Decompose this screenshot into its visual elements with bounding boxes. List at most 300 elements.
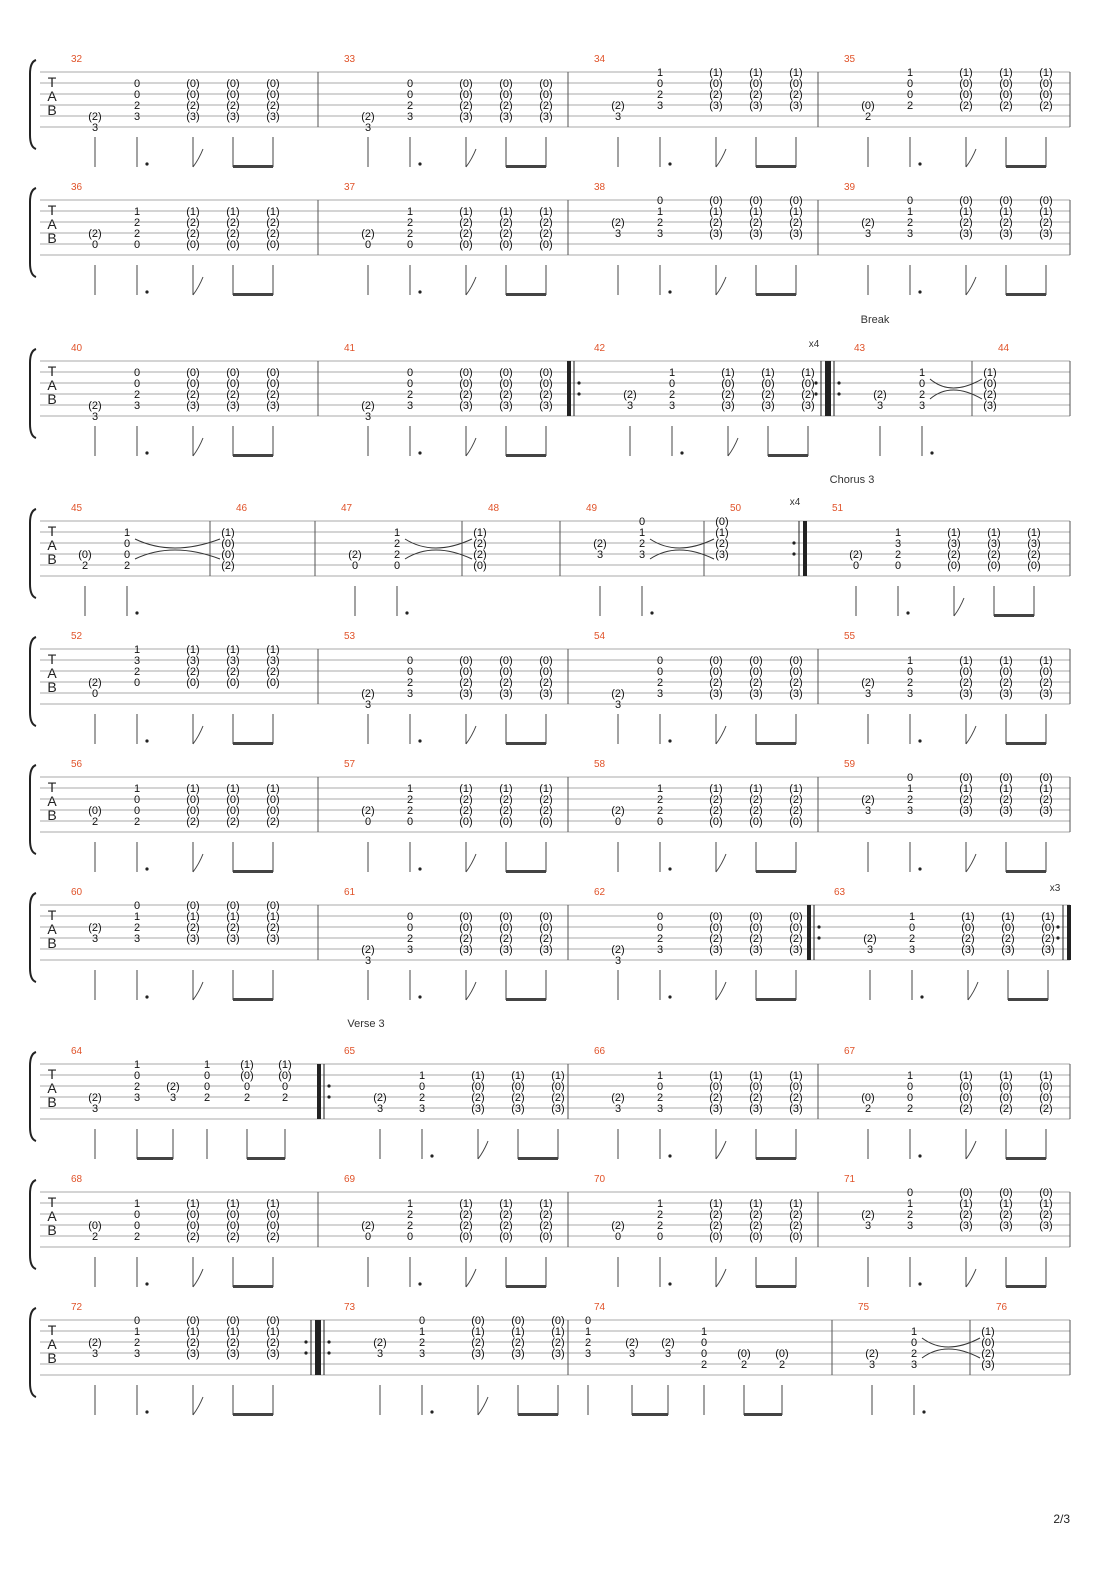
chord-fret-number: 0 [133, 367, 141, 379]
chord-fret-number: 2 [406, 389, 414, 401]
chord-fret-number: 0 [656, 655, 664, 667]
tied-fret-number: (2) [499, 100, 513, 112]
tied-fret-number: (2) [186, 228, 200, 240]
page-number: 2/3 [1053, 1512, 1070, 1526]
bass-fret-number: (2) [373, 1092, 387, 1104]
chord-fret-number: 2 [906, 217, 914, 229]
bass-fret-number: (2) [611, 688, 625, 700]
tied-fret-number: (0) [459, 911, 473, 923]
chord-fret-number: 2 [908, 933, 916, 945]
eighth-beam [233, 1413, 273, 1416]
system-bracket [30, 1052, 36, 1141]
dotted-note-dot [145, 867, 148, 870]
eighth-flag [466, 1269, 476, 1287]
tied-fret-number: (2) [959, 100, 973, 112]
tied-fret-number: (2) [226, 228, 240, 240]
tied-fret-number: (2) [266, 228, 280, 240]
tied-fret-number: (1) [959, 67, 973, 79]
tied-fret-number: (0) [709, 922, 723, 934]
tied-fret-number: (2) [709, 1220, 723, 1232]
eighth-flag [478, 1397, 488, 1415]
tied-fret-number: (1) [1041, 911, 1055, 923]
chord-fret-number: 2 [133, 1337, 141, 1349]
eighth-flag [466, 726, 476, 744]
chord-fret-number: 2 [133, 666, 141, 678]
chord-fret-number: 2 [656, 217, 664, 229]
bass-fret-number: 2 [91, 1231, 99, 1243]
tied-fret-number: (3) [226, 400, 240, 412]
tied-fret-number: (2) [1041, 933, 1055, 945]
tied-fret-number: (3) [999, 228, 1013, 240]
eighth-beam [233, 998, 273, 1001]
tied-fret-number: (0) [459, 367, 473, 379]
chord-fret-number: 2 [133, 217, 141, 229]
dotted-note-dot [668, 1282, 671, 1285]
tied-fret-number: (2) [709, 805, 723, 817]
tied-fret-number: (3) [511, 1348, 525, 1360]
tied-fret-number: (0) [709, 78, 723, 90]
dotted-note-dot [418, 867, 421, 870]
eighth-beam [756, 998, 796, 1001]
tied-fret-number: (0) [499, 367, 513, 379]
dotted-note-dot [918, 162, 921, 165]
repeat-start-bar [567, 361, 571, 416]
measure-number: 55 [844, 631, 856, 642]
dotted-note-dot [145, 451, 148, 454]
tied-fret-number: (3) [709, 100, 723, 112]
tied-fret-number: (2) [266, 100, 280, 112]
eighth-flag [193, 1397, 203, 1415]
chord-fret-number: 2 [656, 1092, 664, 1104]
tied-fret-number: (1) [226, 783, 240, 795]
tied-fret-number: (3) [761, 400, 775, 412]
chord-fret-number: 3 [638, 549, 646, 561]
tied-fret-number: (0) [266, 239, 280, 251]
measure-number: 72 [71, 1302, 83, 1313]
tab-letter: A [47, 1208, 57, 1224]
chord-fret-number: 0 [918, 378, 926, 390]
chord-fret-number: 1 [584, 1326, 592, 1338]
eighth-beam [233, 870, 273, 873]
tied-fret-number: (1) [186, 1198, 200, 1210]
tied-fret-number: (0) [186, 805, 200, 817]
chord-fret-number: 0 [906, 89, 914, 101]
eighth-beam [1006, 293, 1046, 296]
tied-fret-number: (2) [539, 933, 553, 945]
tied-fret-number: (2) [226, 389, 240, 401]
tab-letter: B [47, 391, 57, 407]
tied-fret-number: (2) [186, 1231, 200, 1243]
eighth-beam [506, 293, 546, 296]
tied-fret-number: (3) [539, 400, 553, 412]
bass-fret-number: (2) [88, 228, 102, 240]
tied-fret-number: (0) [499, 666, 513, 678]
chord-fret-number: 1 [906, 206, 914, 218]
tied-fret-number: (2) [459, 794, 473, 806]
tied-fret-number: (1) [749, 67, 763, 79]
tied-fret-number: (1) [226, 1326, 240, 1338]
tied-fret-number: (2) [789, 217, 803, 229]
chord-fret-number: 1 [910, 1326, 918, 1338]
bass-fret-number: (2) [88, 1092, 102, 1104]
eighth-flag [478, 1141, 488, 1159]
tab-letter: B [47, 1094, 57, 1110]
bass-fret-number: 3 [864, 688, 872, 700]
bass-fret-number: 0 [364, 816, 372, 828]
eighth-flag [193, 726, 203, 744]
tied-fret-number: (0) [511, 1315, 525, 1327]
bass-fret-number: 2 [778, 1359, 786, 1371]
tied-fret-number: (2) [226, 666, 240, 678]
tied-fret-number: (3) [539, 111, 553, 123]
tied-fret-number: (0) [709, 1231, 723, 1243]
tied-fret-number: (2) [459, 677, 473, 689]
chord-fret-number: 2 [133, 389, 141, 401]
chord-fret-number: 0 [906, 195, 914, 207]
dotted-note-dot [145, 290, 148, 293]
tied-fret-number: (0) [749, 655, 763, 667]
chord-fret-number: 2 [406, 805, 414, 817]
chord-fret-number: 2 [700, 1359, 708, 1371]
chord-fret-number: 0 [133, 378, 141, 390]
bass-fret-number: 3 [614, 228, 622, 240]
tied-fret-number: (2) [1039, 217, 1053, 229]
tied-fret-number: (3) [715, 549, 729, 561]
chord-fret-number: 3 [656, 228, 664, 240]
tied-fret-number: (1) [226, 206, 240, 218]
tied-fret-number: (2) [266, 922, 280, 934]
chord-fret-number: 1 [393, 527, 401, 539]
chord-fret-number: 0 [123, 538, 131, 550]
bass-fret-number: 3 [664, 1348, 672, 1360]
repeat-dot [327, 1351, 330, 1354]
chord-fret-number: 0 [656, 911, 664, 923]
dotted-note-dot [145, 995, 148, 998]
tied-fret-number: (1) [789, 1198, 803, 1210]
measure-number: 62 [594, 887, 606, 898]
bass-fret-number: 0 [91, 239, 99, 251]
tied-fret-number: (1) [539, 1198, 553, 1210]
bass-fret-number: 3 [91, 411, 99, 423]
tied-fret-number: (0) [999, 195, 1013, 207]
measure-number: 70 [594, 1174, 606, 1185]
tied-fret-number: (1) [709, 206, 723, 218]
system-bracket [30, 1180, 36, 1269]
tied-fret-number: (2) [999, 1103, 1013, 1115]
tied-fret-number: (1) [999, 783, 1013, 795]
measure-number: 54 [594, 631, 606, 642]
tied-fret-number: (2) [221, 560, 235, 572]
tied-fret-number: (0) [959, 772, 973, 784]
measure-number: 64 [71, 1046, 83, 1057]
section-label-chorus: Chorus 3 [829, 474, 875, 486]
chord-fret-number: 2 [638, 538, 646, 550]
chord-fret-number: 3 [906, 1220, 914, 1232]
chord-fret-number: 0 [393, 560, 401, 572]
tied-fret-number: (1) [1039, 783, 1053, 795]
tied-fret-number: (0) [221, 538, 235, 550]
chord-fret-number: 2 [418, 1337, 426, 1349]
dotted-note-dot [650, 611, 653, 614]
tied-fret-number: (3) [499, 111, 513, 123]
tied-fret-number: (0) [186, 1209, 200, 1221]
tied-fret-number: (3) [226, 933, 240, 945]
tied-fret-number: (3) [226, 655, 240, 667]
bass-fret-number: (2) [88, 677, 102, 689]
tied-fret-number: (3) [981, 1359, 995, 1371]
chord-fret-number: 2 [906, 1103, 914, 1115]
tied-fret-number: (2) [539, 228, 553, 240]
chord-fret-number: 1 [133, 1059, 141, 1071]
chord-fret-number: 2 [656, 677, 664, 689]
bass-fret-number: 3 [864, 228, 872, 240]
eighth-beam [506, 998, 546, 1001]
chord-fret-number: 2 [584, 1337, 592, 1349]
tied-fret-number: (3) [987, 538, 1001, 550]
tied-fret-number: (3) [186, 655, 200, 667]
chord-fret-number: 0 [406, 922, 414, 934]
tied-fret-number: (3) [959, 228, 973, 240]
repeat-dot [327, 1095, 330, 1098]
bass-fret-number: (2) [611, 100, 625, 112]
tab-letter: T [47, 1066, 57, 1082]
bass-fret-number: (2) [361, 228, 375, 240]
tied-fret-number: (2) [186, 1337, 200, 1349]
chord-fret-number: 3 [133, 111, 141, 123]
tied-fret-number: (1) [471, 1070, 485, 1082]
tied-fret-number: (1) [1039, 67, 1053, 79]
tied-fret-number: (3) [983, 400, 997, 412]
tied-fret-number: (2) [721, 389, 735, 401]
tied-fret-number: (3) [186, 111, 200, 123]
tied-fret-number: (1) [947, 527, 961, 539]
repeat-dot [304, 1351, 307, 1354]
bass-fret-number: 0 [364, 1231, 372, 1243]
chord-fret-number: 1 [638, 527, 646, 539]
tied-fret-number: (0) [226, 1209, 240, 1221]
tied-fret-number: (0) [721, 378, 735, 390]
tied-fret-number: (2) [186, 100, 200, 112]
tied-fret-number: (2) [186, 922, 200, 934]
tied-fret-number: (2) [709, 933, 723, 945]
bass-fret-number: (2) [373, 1337, 387, 1349]
tied-fret-number: (3) [721, 400, 735, 412]
tied-fret-number: (2) [1001, 933, 1015, 945]
tied-fret-number: (1) [801, 367, 815, 379]
tied-fret-number: (0) [459, 922, 473, 934]
chord-fret-number: 0 [406, 78, 414, 90]
chord-fret-number: 0 [656, 666, 664, 678]
chord-fret-number: 0 [133, 805, 141, 817]
bass-fret-number: 3 [376, 1348, 384, 1360]
tied-fret-number: (0) [539, 666, 553, 678]
tied-fret-number: (1) [186, 206, 200, 218]
eighth-beam [506, 165, 546, 168]
tied-fret-number: (2) [1039, 1103, 1053, 1115]
measure-number: 36 [71, 182, 83, 193]
chord-fret-number: 2 [406, 228, 414, 240]
chord-fret-number: 0 [906, 78, 914, 90]
tied-fret-number: (0) [499, 816, 513, 828]
tab-letter: A [47, 1336, 57, 1352]
chord-fret-number: 3 [584, 1348, 592, 1360]
tied-fret-number: (3) [801, 400, 815, 412]
measure-number: 38 [594, 182, 606, 193]
eighth-beam [518, 1157, 558, 1160]
chord-fret-number: 1 [906, 67, 914, 79]
bass-fret-number: 2 [81, 560, 89, 572]
dotted-note-dot [906, 611, 909, 614]
eighth-flag [466, 854, 476, 872]
tied-fret-number: (2) [499, 389, 513, 401]
chord-fret-number: 1 [906, 1198, 914, 1210]
tied-fret-number: (1) [1001, 911, 1015, 923]
tied-fret-number: (3) [186, 933, 200, 945]
tied-fret-number: (0) [983, 378, 997, 390]
tied-fret-number: (2) [789, 933, 803, 945]
tied-fret-number: (1) [749, 783, 763, 795]
eighth-beam [756, 165, 796, 168]
tied-fret-number: (3) [266, 933, 280, 945]
chord-fret-number: 1 [700, 1326, 708, 1338]
measure-number: 46 [236, 503, 248, 514]
eighth-beam [744, 1413, 782, 1416]
tied-fret-number: (0) [266, 367, 280, 379]
bass-fret-number: 2 [91, 816, 99, 828]
tied-fret-number: (1) [709, 1198, 723, 1210]
tied-fret-number: (2) [947, 549, 961, 561]
tied-fret-number: (2) [749, 933, 763, 945]
chord-fret-number: 1 [656, 67, 664, 79]
tab-letter: B [47, 1222, 57, 1238]
tied-fret-number: (0) [499, 89, 513, 101]
chord-fret-number: 1 [133, 911, 141, 923]
tied-fret-number: (0) [226, 89, 240, 101]
chord-fret-number: 0 [656, 1081, 664, 1093]
tied-fret-number: 2 [281, 1092, 289, 1104]
bass-fret-number: 2 [864, 1103, 872, 1115]
repeat-dot [577, 392, 580, 395]
tab-letter: A [47, 921, 57, 937]
chord-fret-number: 3 [406, 688, 414, 700]
bass-fret-number: 0 [614, 1231, 622, 1243]
tied-fret-number: (0) [1001, 922, 1015, 934]
tied-fret-number: (3) [459, 111, 473, 123]
bass-fret-number: 3 [876, 400, 884, 412]
eighth-flag [716, 982, 726, 1000]
tied-fret-number: (0) [499, 1231, 513, 1243]
tied-fret-number: (1) [749, 206, 763, 218]
tied-fret-number: (0) [278, 1070, 292, 1082]
tied-fret-number: (1) [266, 783, 280, 795]
bass-fret-number: (2) [611, 1092, 625, 1104]
bass-fret-number: (2) [861, 794, 875, 806]
repeat-dot [1056, 925, 1059, 928]
bass-fret-number: (2) [625, 1337, 639, 1349]
repeat-count: x4 [789, 497, 801, 508]
bass-fret-number: 3 [91, 122, 99, 134]
tied-fret-number: (2) [789, 805, 803, 817]
eighth-beam [756, 1285, 796, 1288]
eighth-flag [193, 854, 203, 872]
chord-fret-number: 1 [133, 783, 141, 795]
bass-fret-number: (2) [861, 677, 875, 689]
bass-fret-number: (0) [775, 1348, 789, 1360]
tied-fret-number: (1) [789, 783, 803, 795]
tied-fret-number: (1) [709, 67, 723, 79]
tied-fret-number: (0) [226, 900, 240, 912]
bass-fret-number: (2) [88, 111, 102, 123]
tied-fret-number: (3) [499, 688, 513, 700]
bass-fret-number: 3 [91, 1103, 99, 1115]
tied-fret-number: (2) [987, 549, 1001, 561]
tied-fret-number: (3) [749, 944, 763, 956]
tied-fret-number: (2) [226, 816, 240, 828]
chord-fret-number: 2 [406, 933, 414, 945]
tied-fret-number: (2) [1039, 677, 1053, 689]
chord-fret-number: 2 [894, 549, 902, 561]
tied-fret-number: (0) [186, 239, 200, 251]
tied-fret-number: (0) [186, 677, 200, 689]
tied-fret-number: (2) [499, 677, 513, 689]
bass-fret-number: 3 [364, 699, 372, 711]
tied-fret-number: (1) [471, 1326, 485, 1338]
chord-fret-number: 0 [123, 549, 131, 561]
chord-fret-number: 2 [123, 560, 131, 572]
tied-fret-number: (2) [789, 89, 803, 101]
tied-fret-number: (3) [1001, 944, 1015, 956]
tied-fret-number: (0) [999, 1081, 1013, 1093]
dotted-note-dot [418, 739, 421, 742]
tied-fret-number: (0) [999, 1187, 1013, 1199]
repeat-dot [327, 1340, 330, 1343]
tied-fret-number: (2) [999, 677, 1013, 689]
tied-fret-number: (2) [999, 217, 1013, 229]
tied-fret-number: (0) [266, 78, 280, 90]
eighth-flag [716, 149, 726, 167]
tied-fret-number: (0) [186, 78, 200, 90]
tied-fret-number: (1) [459, 1198, 473, 1210]
dotted-note-dot [918, 739, 921, 742]
tied-fret-number: (2) [459, 933, 473, 945]
measure-number: 37 [344, 182, 356, 193]
tied-fret-number: (2) [186, 217, 200, 229]
bass-fret-number: (2) [611, 805, 625, 817]
eighth-beam [994, 614, 1034, 617]
chord-fret-number: 2 [656, 805, 664, 817]
tied-fret-number: (2) [186, 816, 200, 828]
eighth-beam [506, 870, 546, 873]
measure-number: 58 [594, 759, 606, 770]
chord-fret-number: 2 [656, 89, 664, 101]
tied-fret-number: (0) [959, 666, 973, 678]
tied-fret-number: (1) [983, 367, 997, 379]
tied-fret-number: (0) [709, 911, 723, 923]
tied-fret-number: (2) [749, 677, 763, 689]
repeat-dot [792, 552, 795, 555]
eighth-beam [1008, 998, 1048, 1001]
measure-number: 63 [834, 887, 846, 898]
tied-fret-number: (0) [1039, 1081, 1053, 1093]
tied-fret-number: 2 [243, 1092, 251, 1104]
tied-fret-number: (2) [749, 1220, 763, 1232]
tied-fret-number: (2) [959, 794, 973, 806]
chord-fret-number: 2 [406, 677, 414, 689]
tied-fret-number: (2) [539, 217, 553, 229]
tied-fret-number: (3) [749, 100, 763, 112]
bass-fret-number: (2) [361, 400, 375, 412]
bass-fret-number: 3 [364, 411, 372, 423]
